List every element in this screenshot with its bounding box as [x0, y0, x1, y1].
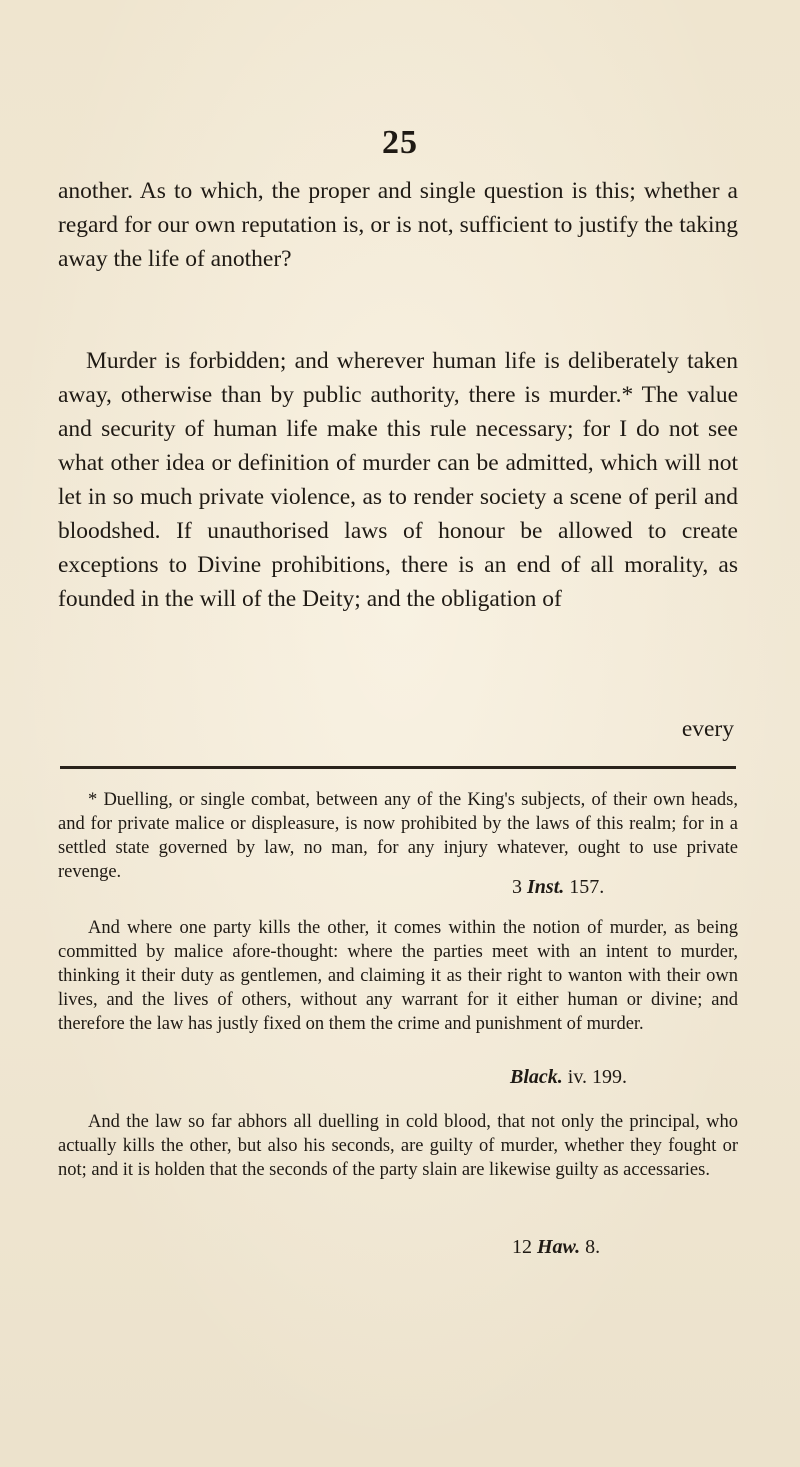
citation-source: Inst. [527, 876, 565, 898]
body-paragraph-murder: Murder is forbidden; and wherever human life is deliberately taken away, otherwise than by public authority, there is murder.* The value and security of human life make this rule necessary; for I do not see what other idea or definition of murder can be admitted, which will not let in so much private violence, as to render society a scene of peril and bloodshed. If unauthorised laws of honour be allowed to create exceptions to Divine prohibitions, there is an end of all morality, as founded in the will of the Deity; and the obligation of [58, 348, 738, 612]
citation-source: Black. [510, 1066, 563, 1088]
citation-black [510, 1066, 627, 1089]
citation-page: iv. 199. [562, 1066, 628, 1088]
citation-volume: 3 [512, 876, 527, 898]
citation-source: Haw. [537, 1236, 581, 1258]
citation-page: 157. [564, 876, 605, 898]
footnote-seconds: And the law so far abhors all duelling in cold blood, that not only the principal, who actually kills the other, but also his seconds, are guilty of murder, whether they fought or not; and it is holden that the seconds of the party slain are likewise guilty as accessaries. [58, 1112, 738, 1180]
citation-inst [512, 876, 604, 899]
page-number: 25 [382, 124, 418, 161]
citation-haw [512, 1236, 600, 1259]
citation-page: 8. [580, 1236, 601, 1258]
citation-volume: 12 [512, 1236, 537, 1258]
footnote-rule [60, 766, 736, 769]
footnote-duelling: * Duelling, or single combat, between any of the King's subjects, of their own heads, and for private malice or displeasure, is now prohibited by the laws of this realm; for in a settled state governed by law, no man, for any injury whatever, ought to use private revenge. [58, 790, 738, 882]
footnote-malice: And where one party kills the other, it comes within the notion of murder, as being committed by malice afore-thought: where the parties meet with an intent to murder, thinking it their duty as gentlemen, and claiming it as their right to wanton with their own lives, and the lives of others, without any warrant for it either human or divine; and therefore the law has justly fixed on them the crime and punishment of murder. [58, 918, 738, 1034]
catchword: every [681, 716, 734, 742]
body-paragraph-continuation: another. As to which, the proper and single question is this; whether a regard for our own reputation is, or is not, sufficient to justify the taking away the life of another? [58, 178, 738, 272]
